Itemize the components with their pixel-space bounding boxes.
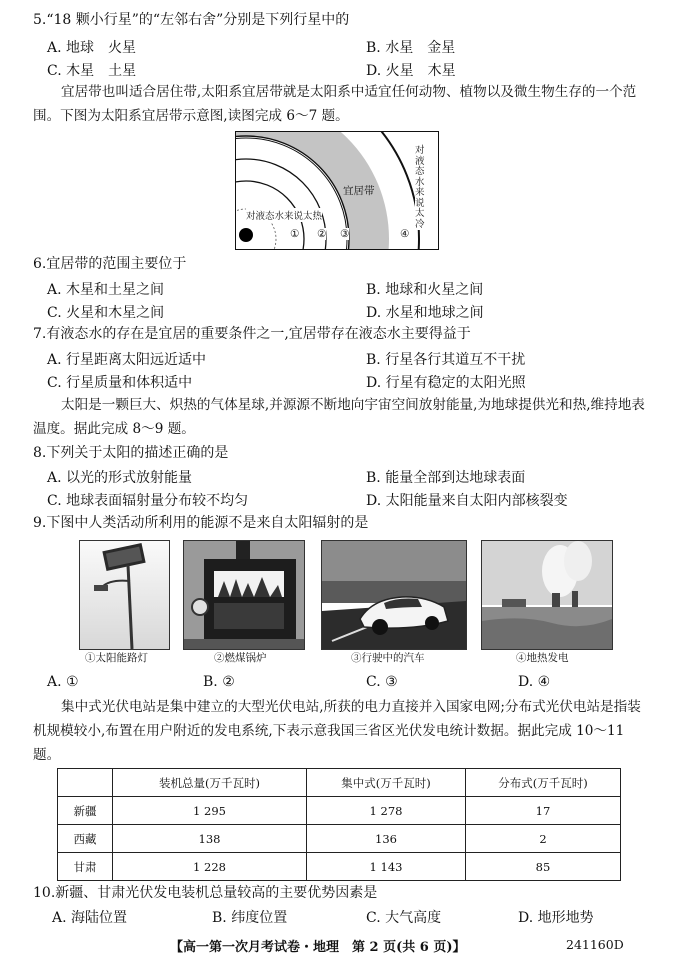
marker-2: ② <box>317 228 327 240</box>
q5-option-a: A. 地球 火星 <box>47 40 137 56</box>
q8-stem: 8.下列关于太阳的描述正确的是 <box>33 445 229 461</box>
q10-option-a: A. 海陆位置 <box>52 910 128 926</box>
q8-option-d: D. 太阳能量来自太阳内部核裂变 <box>366 493 568 509</box>
table-cell: 西藏 <box>58 825 113 853</box>
photo-moving-car <box>321 540 467 650</box>
marker-3: ③ <box>340 228 350 240</box>
photo-geothermal-power <box>481 540 613 650</box>
q7-stem: 7.有液态水的存在是宜居的重要条件之一,宜居带存在液态水主要得益于 <box>33 326 471 342</box>
passage-habitable-zone: 宜居带也叫适合居住带,太阳系宜居带就是太阳系中适宜任何动物、植物以及微生物生存的一个范围。下图为太阳系宜居带示意图,读图完成 6～7 题。 <box>33 84 637 124</box>
q5-option-d: D. 火星 木星 <box>366 63 456 79</box>
q8-option-a: A. 以光的形式放射能量 <box>47 470 193 486</box>
table-cell: 138 <box>113 825 307 853</box>
page-footer-title: 【高一第一次月考试卷・地理 第 2 页(共 6 页)】 <box>170 940 466 955</box>
marker-4: ④ <box>400 228 410 240</box>
table-cell: 17 <box>466 797 621 825</box>
habitable-zone-diagram <box>235 131 439 250</box>
q9-option-c: C. ③ <box>366 674 398 690</box>
q7-option-d: D. 行星有稳定的太阳光照 <box>366 375 526 391</box>
photo-caption-4: ④地热发电 <box>516 652 569 664</box>
table-cell: 85 <box>466 853 621 881</box>
habitable-zone-label: 宜居带 <box>343 185 375 197</box>
too-hot-label: 对液态水来说太热 <box>246 208 322 222</box>
table-cell: 甘肃 <box>58 853 113 881</box>
table-cell: 新疆 <box>58 797 113 825</box>
q6-stem: 6.宜居带的范围主要位于 <box>33 256 187 272</box>
q6-option-d: D. 水星和地球之间 <box>366 305 484 321</box>
table-cell: 1 143 <box>307 853 466 881</box>
q7-option-a: A. 行星距离太阳远近适中 <box>47 352 207 368</box>
photo-caption-3: ③行驶中的汽车 <box>351 652 425 664</box>
table-header-total: 装机总量(万千瓦时) <box>113 769 307 797</box>
q6-option-b: B. 地球和火星之间 <box>366 282 484 298</box>
q5-stem: 5.“18 颗小行星”的“左邻右舍”分别是下列行星中的 <box>33 12 350 28</box>
q8-option-c: C. 地球表面辐射量分布较不均匀 <box>47 493 249 509</box>
table-row <box>58 825 621 853</box>
q9-option-b: B. ② <box>203 674 235 690</box>
too-cold-label: 对液态水来说太冷 <box>415 146 427 230</box>
table-cell: 1 278 <box>307 797 466 825</box>
marker-1: ① <box>290 228 300 240</box>
q5-option-c: C. 木星 土星 <box>47 63 137 79</box>
q6-option-a: A. 木星和土星之间 <box>47 282 165 298</box>
table-row <box>58 853 621 881</box>
q10-option-d: D. 地形地势 <box>518 910 594 926</box>
passage-sun: 太阳是一颗巨大、炽热的气体星球,并源源不断地向宇宙空间放射能量,为地球提供光和热,维持地表温度。据此完成 8～9 题。 <box>33 397 645 437</box>
paper-code: 241160D <box>566 937 624 952</box>
table-cell: 136 <box>307 825 466 853</box>
q7-option-b: B. 行星各行其道互不干扰 <box>366 352 526 368</box>
q7-option-c: C. 行星质量和体积适中 <box>47 375 193 391</box>
q5-option-b: B. 水星 金星 <box>366 40 456 56</box>
q8-option-b: B. 能量全部到达地球表面 <box>366 470 526 486</box>
table-row <box>58 797 621 825</box>
q10-option-c: C. 大气高度 <box>366 910 442 926</box>
photo-caption-2: ②燃煤锅炉 <box>214 652 267 664</box>
q6-option-c: C. 火星和木星之间 <box>47 305 165 321</box>
q10-option-b: B. 纬度位置 <box>212 910 288 926</box>
photo-coal-boiler <box>183 540 305 650</box>
table-cell: 2 <box>466 825 621 853</box>
q9-stem: 9.下图中人类活动所利用的能源不是来自太阳辐射的是 <box>33 515 369 531</box>
table-header-region <box>58 769 113 797</box>
table-header-centralized: 集中式(万千瓦时) <box>307 769 466 797</box>
photo-caption-1: ①太阳能路灯 <box>85 652 148 664</box>
q9-option-d: D. ④ <box>518 674 551 690</box>
q9-option-a: A. ① <box>47 674 79 690</box>
table-cell: 1 295 <box>113 797 307 825</box>
table-cell: 1 228 <box>113 853 307 881</box>
passage-photovoltaic: 集中式光伏电站是集中建立的大型光伏电站,所获的电力直接并入国家电网;分布式光伏电站是指装机规模较小,布置在用户附近的发电系统,下表示意我国三省区光伏发电统计数据。据此完成 10～11 题。 <box>33 699 641 763</box>
table-header-distributed: 分布式(万千瓦时) <box>466 769 621 797</box>
pv-stats-table <box>57 768 621 881</box>
photo-solar-street-light <box>79 540 170 650</box>
q10-stem: 10.新疆、甘肃光伏发电装机总量较高的主要优势因素是 <box>33 885 378 901</box>
